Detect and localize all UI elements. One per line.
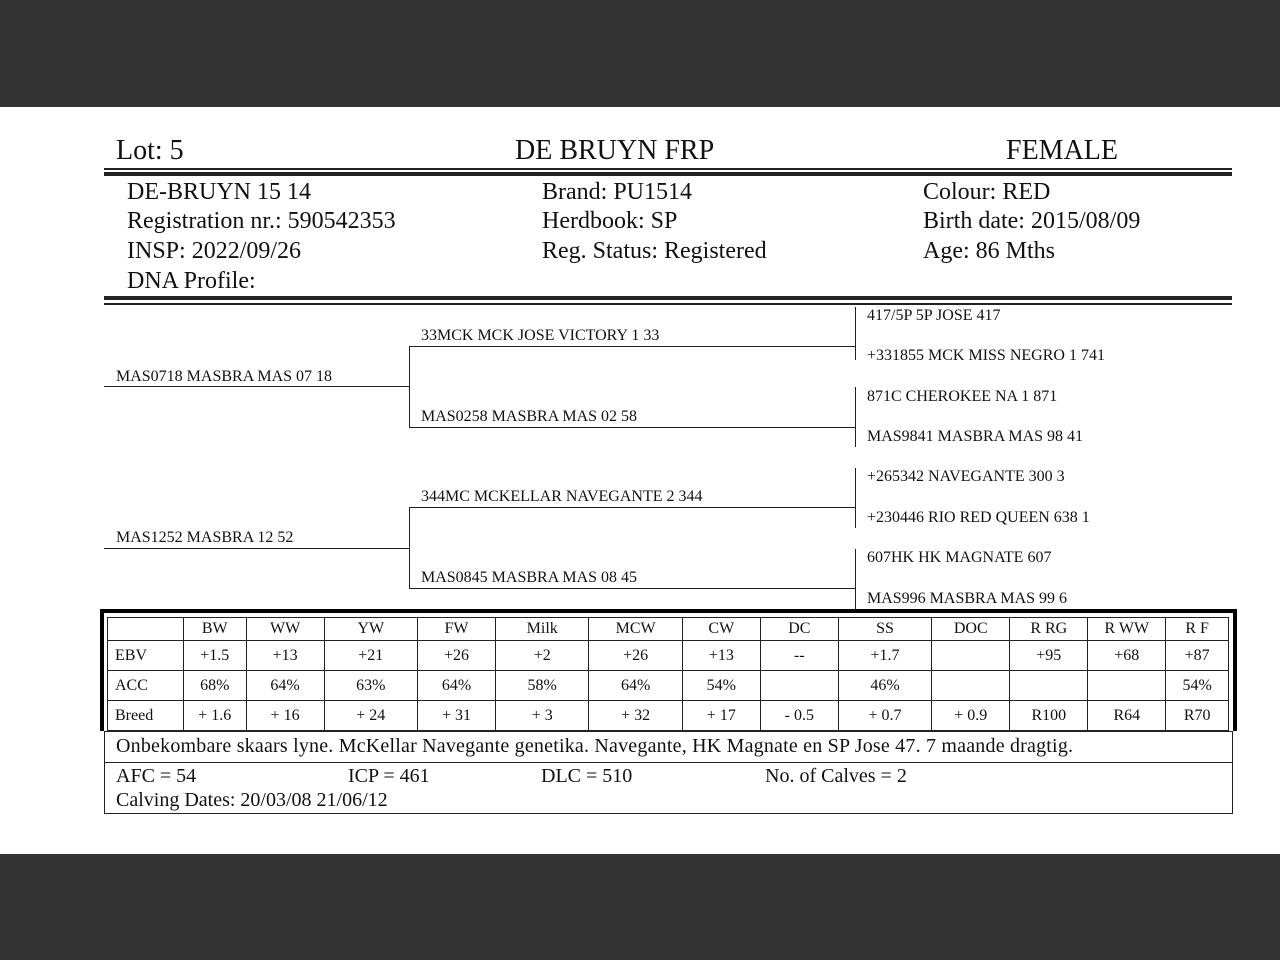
pedigree-bracket xyxy=(409,346,410,428)
ebv-cell: +26 xyxy=(589,641,682,671)
stats-box xyxy=(104,763,1233,814)
colour: Colour: RED xyxy=(923,179,1051,205)
pedigree-ggp: 607HK HK MAGNATE 607 xyxy=(867,549,1052,566)
pedigree-ggp: 871C CHEROKEE NA 1 871 xyxy=(867,388,1058,405)
afc-value: AFC = 54 xyxy=(116,765,197,787)
ebv-cell: +95 xyxy=(1010,641,1088,671)
breed-row-label: Breed xyxy=(108,701,184,731)
acc-cell: 46% xyxy=(838,671,931,701)
ebv-header-cell: MCW xyxy=(589,618,682,641)
ebv-cell xyxy=(932,641,1010,671)
acc-cell: 64% xyxy=(246,671,324,701)
ebv-cell: +13 xyxy=(246,641,324,671)
pedigree-bracket xyxy=(409,507,410,589)
birth-date: Birth date: 2015/08/09 xyxy=(923,208,1141,234)
brand: Brand: PU1514 xyxy=(542,179,692,205)
ebv-cell: -- xyxy=(760,641,838,671)
pedigree-dam-sire: 344MC MCKELLAR NAVEGANTE 2 344 xyxy=(421,488,703,505)
acc-cell: 64% xyxy=(589,671,682,701)
breed-cell: - 0.5 xyxy=(760,701,838,731)
ebv-cell: +1.5 xyxy=(183,641,246,671)
pedigree-line xyxy=(104,548,409,549)
ebv-header-cell: DC xyxy=(760,618,838,641)
registration-status: Reg. Status: Registered xyxy=(542,238,767,264)
ebv-table xyxy=(107,617,1229,731)
ebv-header-cell: WW xyxy=(246,618,324,641)
pedigree-bracket xyxy=(855,387,856,447)
animal-sex: FEMALE xyxy=(1006,135,1118,166)
acc-row-label: ACC xyxy=(108,671,184,701)
ebv-header-cell: FW xyxy=(417,618,495,641)
registration-number: Registration nr.: 590542353 xyxy=(127,208,396,234)
pedigree-sire-dam: MAS0258 MASBRA MAS 02 58 xyxy=(421,408,638,425)
breed-cell: + 31 xyxy=(417,701,495,731)
breed-cell: R100 xyxy=(1010,701,1088,731)
lot-number: Lot: 5 xyxy=(116,135,184,166)
pedigree-line xyxy=(409,588,855,589)
ebv-header-cell: Milk xyxy=(496,618,589,641)
ebv-cell: +13 xyxy=(682,641,760,671)
ebv-header-cell: BW xyxy=(183,618,246,641)
breed-cell: + 32 xyxy=(589,701,682,731)
pedigree-line xyxy=(104,386,409,387)
acc-cell: 54% xyxy=(682,671,760,701)
pedigree-ggp: +265342 NAVEGANTE 300 3 xyxy=(867,468,1065,485)
acc-cell xyxy=(1088,671,1166,701)
breed-cell: + 24 xyxy=(324,701,417,731)
ebv-cell: +2 xyxy=(496,641,589,671)
pedigree-bracket xyxy=(855,468,856,528)
acc-cell: 68% xyxy=(183,671,246,701)
comment-text: Onbekombare skaars lyne. McKellar Navegante genetika. Navegante, HK Magnate en SP Jose 47. 7 maande dragtig. xyxy=(116,735,1074,757)
animal-name: DE-BRUYN 15 14 xyxy=(127,179,311,205)
ebv-row xyxy=(108,641,1229,671)
acc-cell: 63% xyxy=(324,671,417,701)
breed-cell: + 0.9 xyxy=(932,701,1010,731)
acc-cell: 54% xyxy=(1166,671,1229,701)
pedigree-ggp: MAS996 MASBRA MAS 99 6 xyxy=(867,590,1068,607)
ebv-cell: +26 xyxy=(417,641,495,671)
ebv-header-cell: R F xyxy=(1166,618,1229,641)
pedigree-bracket xyxy=(855,549,856,609)
pedigree-ggp: +230446 RIO RED QUEEN 638 1 xyxy=(867,509,1090,526)
ebv-header-cell: R RG xyxy=(1010,618,1088,641)
breed-cell: R70 xyxy=(1166,701,1229,731)
pedigree-ggp: MAS9841 MASBRA MAS 98 41 xyxy=(867,428,1084,445)
ebv-header-cell: YW xyxy=(324,618,417,641)
breed-cell: R64 xyxy=(1088,701,1166,731)
pedigree-dam: MAS1252 MASBRA 12 52 xyxy=(116,529,294,546)
inspection-date: INSP: 2022/09/26 xyxy=(127,238,302,264)
ebv-header-cell xyxy=(108,618,184,641)
info-rule-thick xyxy=(104,296,1232,300)
ebv-cell: +68 xyxy=(1088,641,1166,671)
calves-count: No. of Calves = 2 xyxy=(765,765,907,787)
pedigree-sire: MAS0718 MASBRA MAS 07 18 xyxy=(116,368,333,385)
pedigree-line xyxy=(409,346,855,347)
breed-row xyxy=(108,701,1229,731)
ebv-header-cell: R WW xyxy=(1088,618,1166,641)
herdbook: Herdbook: SP xyxy=(542,208,678,234)
acc-cell xyxy=(932,671,1010,701)
acc-cell: 64% xyxy=(417,671,495,701)
breed-cell: + 16 xyxy=(246,701,324,731)
header-rule-thick xyxy=(104,172,1232,176)
dlc-value: DLC = 510 xyxy=(541,765,633,787)
ebv-header-cell: CW xyxy=(682,618,760,641)
calving-dates: Calving Dates: 20/03/08 21/06/12 xyxy=(116,789,388,811)
breed-cell: + 17 xyxy=(682,701,760,731)
ebv-header-row xyxy=(108,618,1229,641)
acc-cell xyxy=(760,671,838,701)
pedigree-line xyxy=(409,427,855,428)
comment-box xyxy=(104,731,1233,763)
info-rule-thin xyxy=(104,303,1232,305)
pedigree-ggp: 417/5P 5P JOSE 417 xyxy=(867,307,1001,324)
acc-row xyxy=(108,671,1229,701)
age: Age: 86 Mths xyxy=(923,238,1055,264)
acc-cell xyxy=(1010,671,1088,701)
ebv-header-cell: SS xyxy=(838,618,931,641)
breed-cell: + 1.6 xyxy=(183,701,246,731)
pedigree-sire-sire: 33MCK MCK JOSE VICTORY 1 33 xyxy=(421,327,660,344)
header-rule-thin xyxy=(104,168,1232,170)
breed-cell: + 3 xyxy=(496,701,589,731)
ebv-cell: +1.7 xyxy=(838,641,931,671)
pedigree-ggp: +331855 MCK MISS NEGRO 1 741 xyxy=(867,347,1105,364)
icp-value: ICP = 461 xyxy=(348,765,430,787)
ebv-row-label: EBV xyxy=(108,641,184,671)
pedigree-line xyxy=(409,507,855,508)
ebv-header-cell: DOC xyxy=(932,618,1010,641)
pedigree-dam-dam: MAS0845 MASBRA MAS 08 45 xyxy=(421,569,638,586)
lot-sheet xyxy=(0,107,1280,854)
pedigree-bracket xyxy=(855,307,856,360)
ebv-cell: +87 xyxy=(1166,641,1229,671)
acc-cell: 58% xyxy=(496,671,589,701)
dna-profile: DNA Profile: xyxy=(127,268,256,294)
breed-cell: + 0.7 xyxy=(838,701,931,731)
breeder-name: DE BRUYN FRP xyxy=(515,135,715,166)
ebv-cell: +21 xyxy=(324,641,417,671)
